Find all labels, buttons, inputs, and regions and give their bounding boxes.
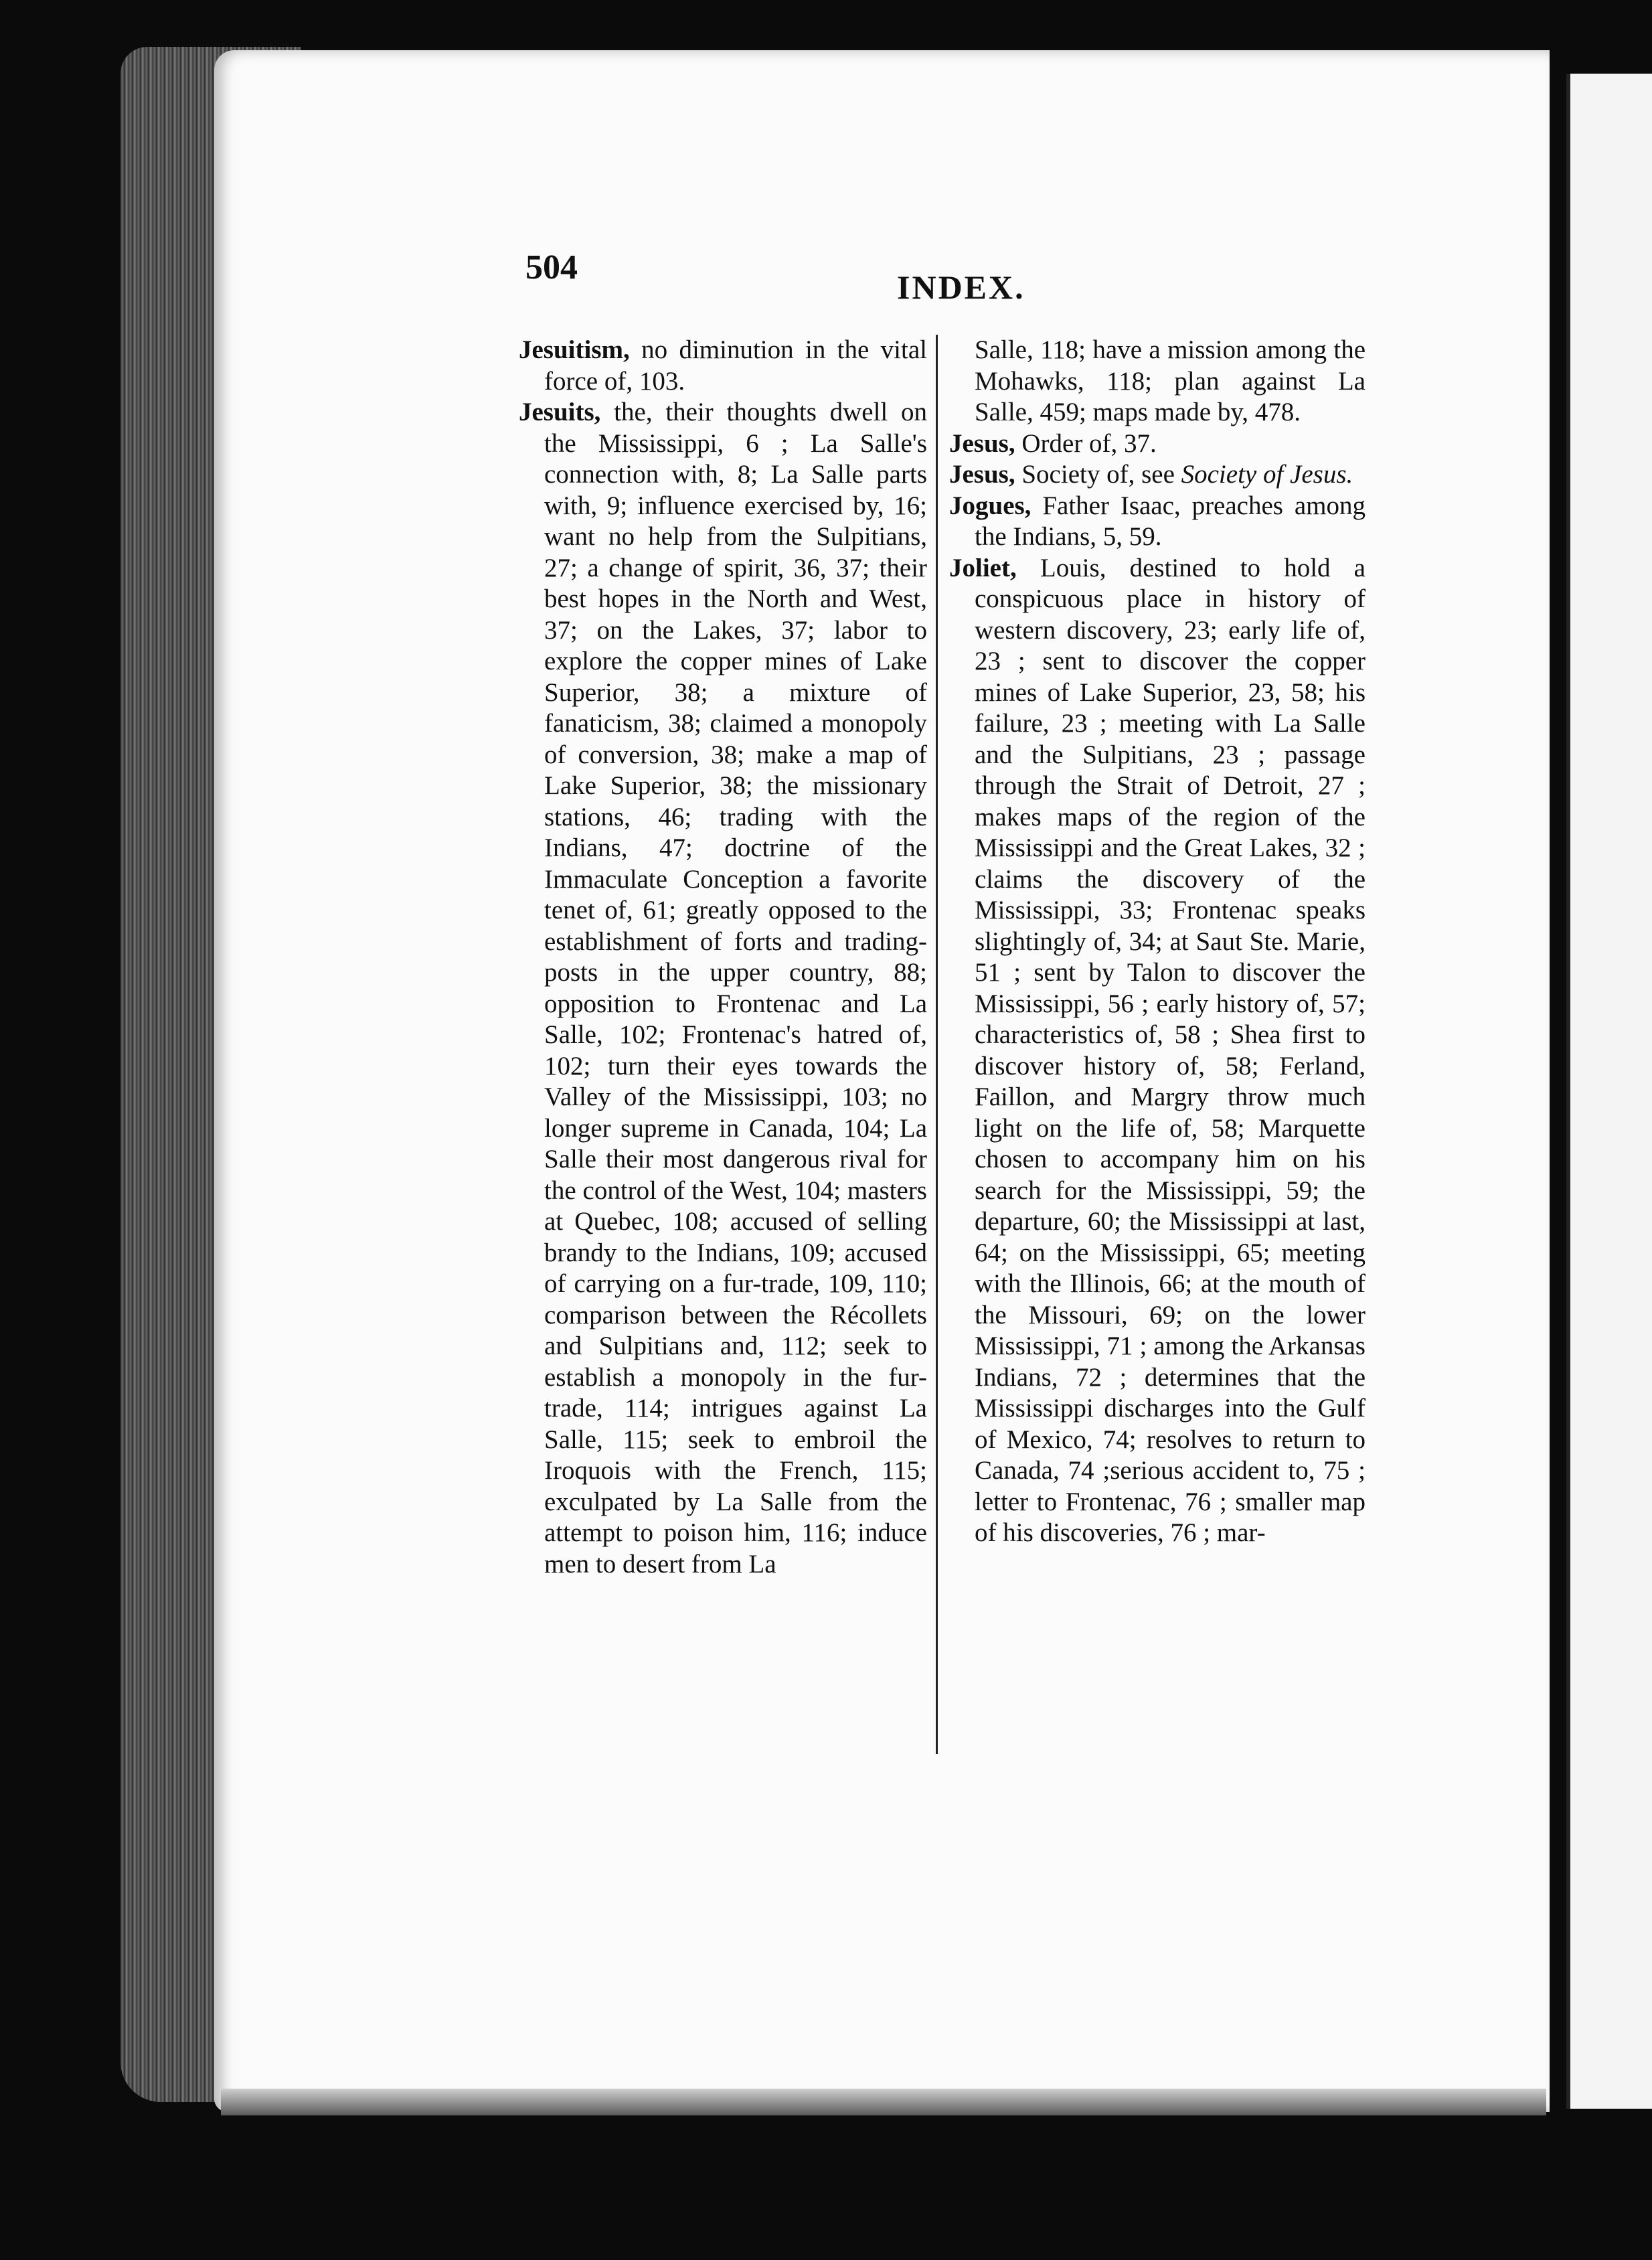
index-entry [949, 553, 1366, 1549]
index-column-left [519, 335, 927, 1580]
facing-page-edge [1566, 74, 1652, 2109]
entry-heading: Jesuitism, [519, 335, 630, 364]
index-entry [519, 397, 927, 1580]
entry-text: Father Isaac, preaches among the Indians, 5, 59. [975, 491, 1366, 551]
see-reference: Society of Jesus. [1181, 460, 1353, 489]
entry-text: no diminution in the vital force of, 103. [544, 335, 927, 396]
entry-text: Order of, 37. [1015, 428, 1157, 458]
index-entry [949, 491, 1366, 553]
entry-heading: Jesus, [949, 428, 1015, 458]
entry-heading: Jesuits, [519, 398, 601, 426]
column-rule [936, 335, 938, 1754]
index-entry [949, 428, 1366, 460]
entry-heading: Jesus, [949, 460, 1015, 489]
entry-heading: Joliet, [949, 553, 1017, 582]
entry-text: Society of, see [1015, 460, 1181, 489]
running-head: INDEX. [897, 268, 1025, 306]
entry-continuation: Salle, 118; have a mission among the Mohawks, 118; plan against La Salle, 459; maps made by, 478. [975, 335, 1366, 426]
index-column-right [949, 335, 1366, 1549]
page-number: 504 [525, 248, 578, 287]
entry-text: the, their thoughts dwell on the Mississippi, 6 ; La Salle's connection with, 8; La Salle parts with, 9; influence exercised by, 16; want no help from the Sulpitians, 27; a change of spirit, 36, 37; their best hopes in the North and West, 37; on the Lakes, 37; labor to explore the copper mines of Lake Superior, 38; a mixture of fanaticism, 38; claimed a monopoly of conversion, 38; make a map of Lake Superior, 38; the missionary stations, 46; trading with the Indians, 47; doctrine of the Immaculate Conception a favorite tenet of, 61; greatly opposed to the establishment of forts and trading-posts in the upper country, 88; opposition to Frontenac and La Salle, 102; Frontenac's hatred of, 102; turn their eyes towards the Valley of the Mississippi, 103; no longer supreme in Canada, 104; La Salle their most dangerous rival for the control of the West, 104; masters at Quebec, 108; accused of selling brandy to the Indians, 109; accused of carrying on a fur-trade, 109, 110; comparison between the Récollets and Sulpitians and, 112; seek to establish a monopoly in the fur-trade, 114; intrigues against La Salle, 115; seek to embroil the Iroquois with the French, 115; exculpated by La Salle from the attempt to poison him, 116; induce men to desert from La [544, 398, 927, 1579]
index-entry [519, 335, 927, 397]
page-bottom-edge [221, 2089, 1546, 2115]
entry-heading: Jogues, [949, 491, 1031, 520]
index-entry [949, 459, 1366, 491]
entry-text: Louis, destined to hold a conspicuous place in history of western discovery, 23; early life of, 23 ; sent to discover the copper mines of Lake Superior, 23, 58; his failure, 23 ; meeting with La Salle and the Sulpitians, 23 ; passage through the Strait of Detroit, 27 ; makes maps of the region of the Mississippi and the Great Lakes, 32 ; claims the discovery of the Mississippi, 33; Frontenac speaks slightingly of, 34; at Saut Ste. Marie, 51 ; sent by Talon to discover the Mississippi, 56 ; early history of, 57; characteristics of, 58 ; Shea first to discover history of, 58; Ferland, Faillon, and Margry throw much light on the life of, 58; Marquette chosen to accompany him on his search for the Mississippi, 59; the departure, 60; the Mississippi at last, 64; on the Mississippi, 65; meeting with the Illinois, 66; at the mouth of the Missouri, 69; on the lower Mississippi, 71 ; among the Arkansas Indians, 72 ; determines that the Mississippi discharges into the Gulf of Mexico, 74; resolves to return to Canada, 74 ;serious accident to, 75 ; letter to Frontenac, 76 ; smaller map of his discoveries, 76 ; mar- [975, 553, 1366, 1547]
